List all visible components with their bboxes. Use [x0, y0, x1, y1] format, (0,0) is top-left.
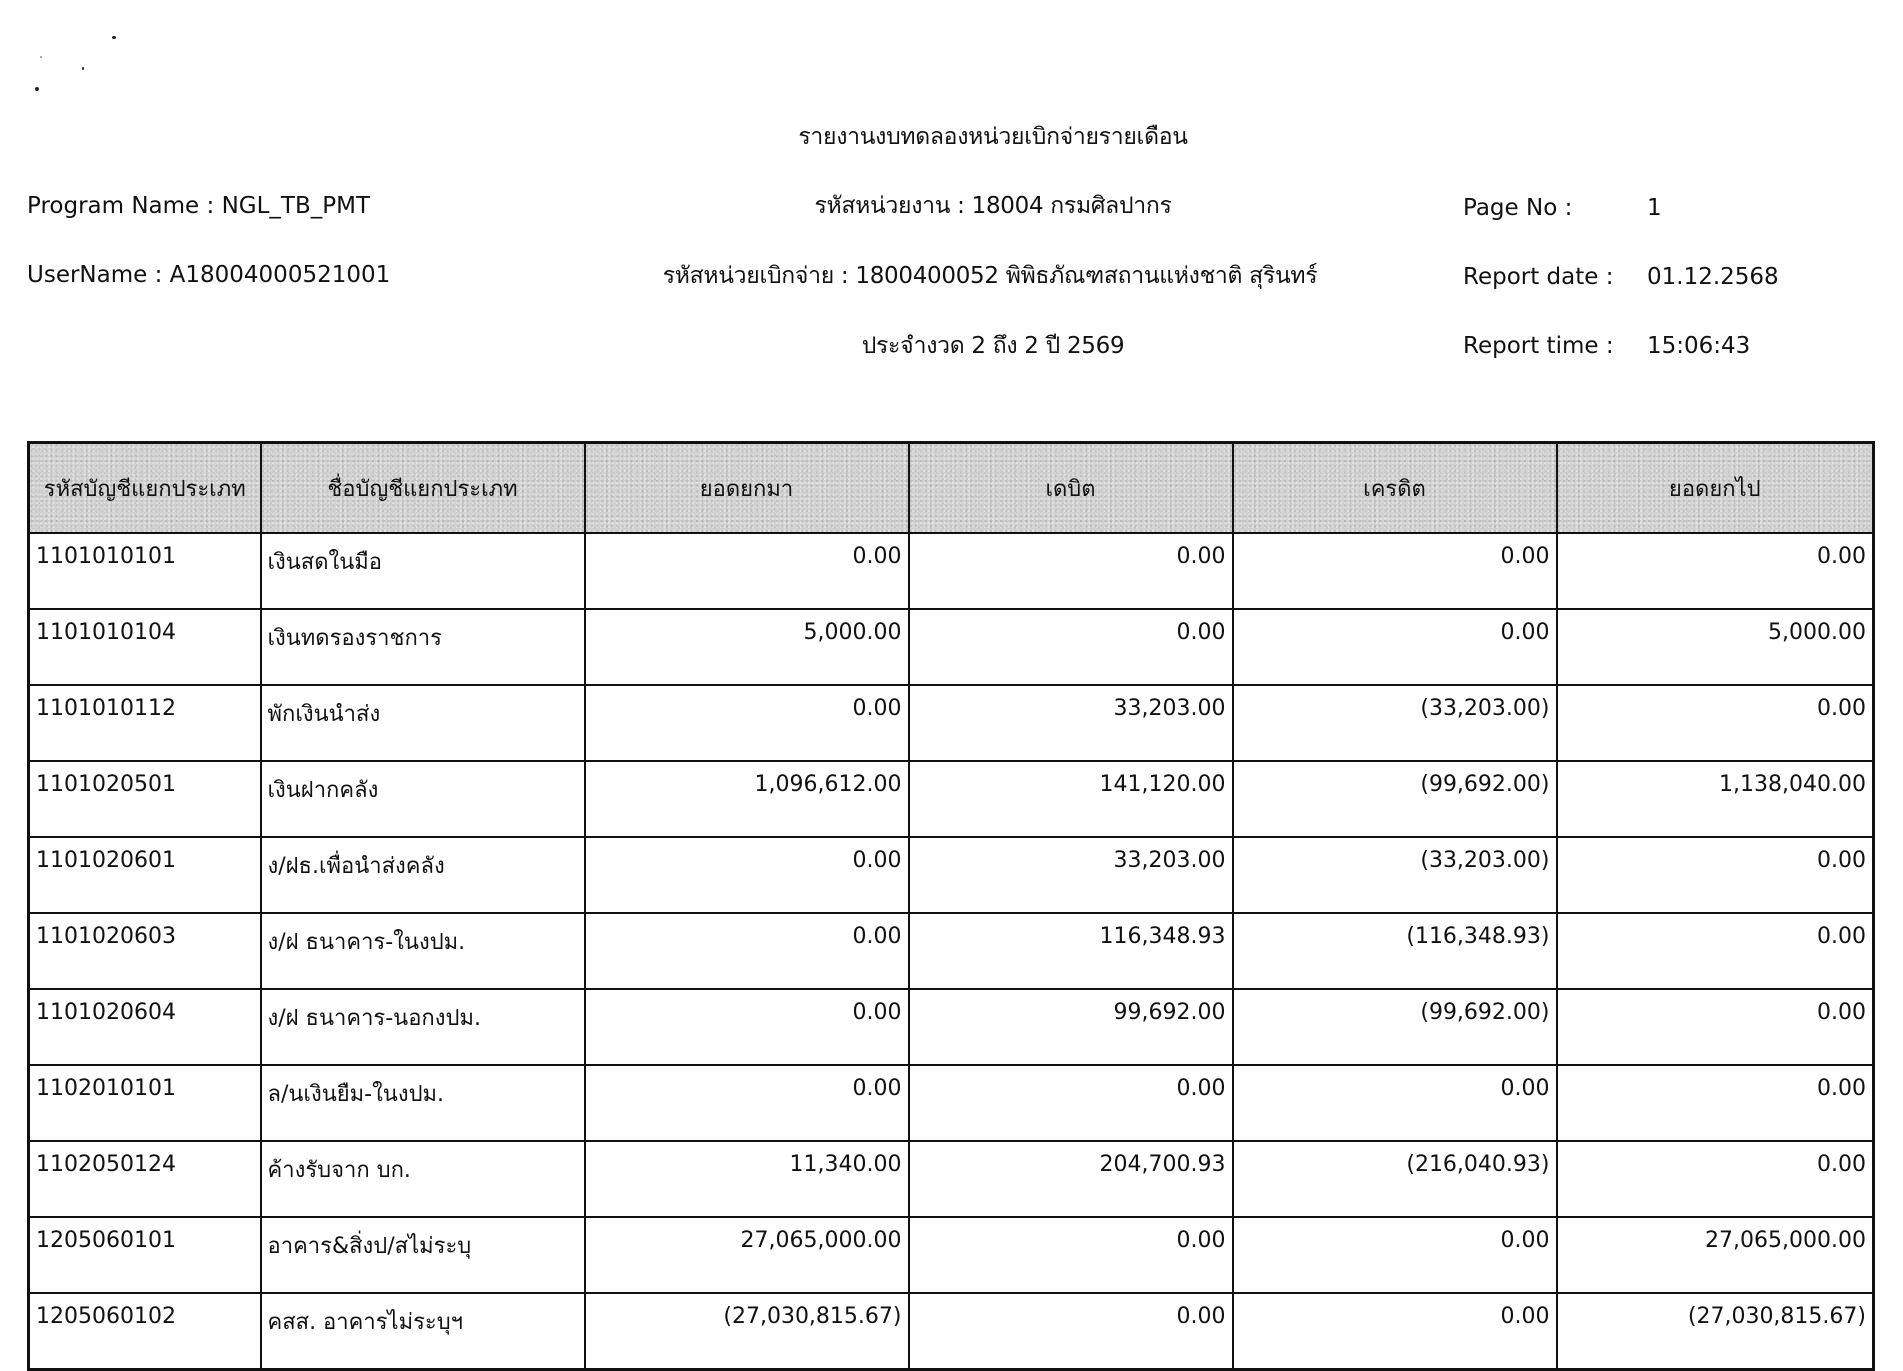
account-name: เงินฝากคลัง — [261, 761, 585, 837]
table-row — [29, 761, 1874, 837]
credit: 0.00 — [1233, 1065, 1557, 1141]
opening-balance: 5,000.00 — [585, 609, 909, 685]
credit: (216,040.93) — [1233, 1141, 1557, 1217]
debit: 0.00 — [909, 1065, 1233, 1141]
closing-balance: 0.00 — [1557, 533, 1874, 609]
table-row — [29, 989, 1874, 1065]
page-no-label: Page No : — [1463, 195, 1573, 221]
account-code: 1101010112 — [29, 685, 261, 761]
report-time-value: 15:06:43 — [1647, 333, 1751, 359]
opening-balance: (27,030,815.67) — [585, 1293, 909, 1370]
scan-artifact — [82, 67, 84, 70]
opening-balance: 27,065,000.00 — [585, 1217, 909, 1293]
disbursement-unit-line: รหัสหน่วยเบิกจ่าย : 1800400052 พิพิธภัณฑสถานแห่งชาติ สุรินทร์ — [662, 263, 1318, 289]
credit: (99,692.00) — [1233, 761, 1557, 837]
closing-balance: 27,065,000.00 — [1557, 1217, 1874, 1293]
account-code: 1101020603 — [29, 913, 261, 989]
debit: 204,700.93 — [909, 1141, 1233, 1217]
debit: 33,203.00 — [909, 685, 1233, 761]
report-title: รายงานงบทดลองหน่วยเบิกจ่ายรายเดือน — [798, 124, 1188, 150]
header-debit: เดบิต — [909, 443, 1233, 534]
closing-balance: 0.00 — [1557, 913, 1874, 989]
header-opening-balance: ยอดยกมา — [585, 443, 909, 534]
debit: 116,348.93 — [909, 913, 1233, 989]
scan-artifact — [40, 56, 42, 58]
closing-balance: 0.00 — [1557, 1065, 1874, 1141]
table-row — [29, 1293, 1874, 1370]
credit: 0.00 — [1233, 1217, 1557, 1293]
account-name: ค้างรับจาก บก. — [261, 1141, 585, 1217]
account-code: 1101010101 — [29, 533, 261, 609]
opening-balance: 11,340.00 — [585, 1141, 909, 1217]
user-name: UserName : A18004000521001 — [27, 262, 391, 288]
opening-balance: 0.00 — [585, 913, 909, 989]
period-line: ประจำงวด 2 ถึง 2 ปี 2569 — [861, 333, 1125, 359]
account-name: พักเงินนำส่ง — [261, 685, 585, 761]
closing-balance: 0.00 — [1557, 989, 1874, 1065]
table-row — [29, 533, 1874, 609]
header-account-name: ชื่อบัญชีแยกประเภท — [261, 443, 585, 534]
account-code: 1101010104 — [29, 609, 261, 685]
opening-balance: 1,096,612.00 — [585, 761, 909, 837]
header-closing-balance: ยอดยกไป — [1557, 443, 1874, 534]
credit: 0.00 — [1233, 1293, 1557, 1370]
debit: 0.00 — [909, 609, 1233, 685]
account-name: คสส. อาคารไม่ระบุฯ — [261, 1293, 585, 1370]
scan-artifact — [35, 87, 39, 91]
credit: (99,692.00) — [1233, 989, 1557, 1065]
closing-balance: 5,000.00 — [1557, 609, 1874, 685]
debit: 0.00 — [909, 1217, 1233, 1293]
program-name: Program Name : NGL_TB_PMT — [27, 193, 371, 219]
account-name: เงินสดในมือ — [261, 533, 585, 609]
closing-balance: 0.00 — [1557, 1141, 1874, 1217]
account-name: ง/ฝ ธนาคาร-นอกงปม. — [261, 989, 585, 1065]
closing-balance: 1,138,040.00 — [1557, 761, 1874, 837]
account-code: 1205060102 — [29, 1293, 261, 1370]
credit: (33,203.00) — [1233, 685, 1557, 761]
scan-artifact — [112, 36, 116, 39]
debit: 141,120.00 — [909, 761, 1233, 837]
debit: 99,692.00 — [909, 989, 1233, 1065]
header-account-code: รหัสบัญชีแยกประเภท — [29, 443, 261, 534]
account-code: 1102010101 — [29, 1065, 261, 1141]
credit: 0.00 — [1233, 609, 1557, 685]
account-code: 1102050124 — [29, 1141, 261, 1217]
table-row — [29, 913, 1874, 989]
debit: 0.00 — [909, 1293, 1233, 1370]
account-code: 1101020604 — [29, 989, 261, 1065]
debit: 0.00 — [909, 533, 1233, 609]
debit: 33,203.00 — [909, 837, 1233, 913]
report-date-label: Report date : — [1463, 264, 1614, 290]
credit: (33,203.00) — [1233, 837, 1557, 913]
table-row — [29, 609, 1874, 685]
table-row — [29, 1065, 1874, 1141]
trial-balance-table — [27, 441, 1875, 1371]
table-row — [29, 837, 1874, 913]
account-name: ง/ฝ ธนาคาร-ในงปม. — [261, 913, 585, 989]
account-name: อาคาร&สิ่งป/สไม่ระบุ — [261, 1217, 585, 1293]
opening-balance: 0.00 — [585, 837, 909, 913]
credit: (116,348.93) — [1233, 913, 1557, 989]
account-code: 1101020501 — [29, 761, 261, 837]
account-name: เงินทดรองราชการ — [261, 609, 585, 685]
agency-line: รหัสหน่วยงาน : 18004 กรมศิลปากร — [814, 193, 1172, 219]
header-credit: เครดิต — [1233, 443, 1557, 534]
opening-balance: 0.00 — [585, 533, 909, 609]
closing-balance: 0.00 — [1557, 837, 1874, 913]
page-no-value: 1 — [1647, 195, 1662, 221]
account-name: ล/นเงินยืม-ในงปม. — [261, 1065, 585, 1141]
table-row — [29, 685, 1874, 761]
opening-balance: 0.00 — [585, 989, 909, 1065]
credit: 0.00 — [1233, 533, 1557, 609]
account-name: ง/ฝธ.เพื่อนำส่งคลัง — [261, 837, 585, 913]
closing-balance: (27,030,815.67) — [1557, 1293, 1874, 1370]
report-time-label: Report time : — [1463, 333, 1614, 359]
account-code: 1205060101 — [29, 1217, 261, 1293]
account-code: 1101020601 — [29, 837, 261, 913]
table-row — [29, 1141, 1874, 1217]
table-row — [29, 1217, 1874, 1293]
opening-balance: 0.00 — [585, 685, 909, 761]
opening-balance: 0.00 — [585, 1065, 909, 1141]
table-header-row — [29, 443, 1874, 534]
closing-balance: 0.00 — [1557, 685, 1874, 761]
report-date-value: 01.12.2568 — [1647, 264, 1779, 290]
